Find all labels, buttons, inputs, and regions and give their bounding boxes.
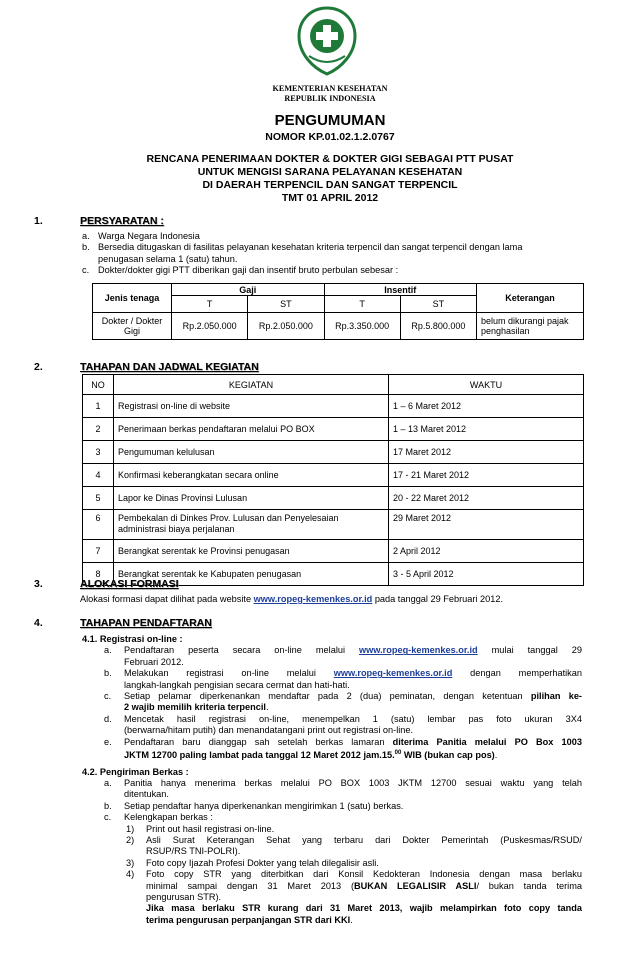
cell-no: 7: [83, 540, 114, 563]
list-item: e. Pendaftaran baru dianggap sah setelah berkas lamaran diterima Panitia melalui PO Box 1003 JKTM 12700 paling lambat pada tanggal 12 Maret 2012 jam.15.00 WIB (bukan cap pos).: [104, 736, 582, 761]
heading-line: UNTUK MENGISI SARANA PELAYANAN KESEHATAN: [197, 166, 463, 178]
cell-keterangan: belum dikurangi pajak penghasilan: [477, 313, 584, 340]
table-row: [83, 540, 584, 563]
header-st: ST: [400, 296, 476, 313]
header-t: T: [324, 296, 400, 313]
list-item: 2) Asli Surat Keterangan Sehat yang terbaru dari Dokter Pemerintah (Puskesmas/RSUD/ RSUP/RS TNI-POLRI).: [126, 834, 582, 857]
section-4-title: TAHAPAN PENDAFTARAN: [80, 617, 212, 629]
list-item: b. Melakukan registrasi on-line melalui www.ropeg-kemenkes.or.id dengan memperhatikan langkah-langkah pengisian secara cermat dan hati-hati.: [104, 668, 582, 690]
cell-waktu: 20 - 22 Maret 2012: [389, 487, 584, 510]
ministry-logo: [295, 6, 359, 76]
header-insentif: Insentif: [324, 284, 477, 296]
table-row: [83, 395, 584, 418]
header-st: ST: [248, 296, 324, 313]
heading-line: RENCANA PENERIMAAN DOKTER & DOKTER GIGI SEBAGAI PTT PUSAT: [146, 153, 514, 165]
page-title: PENGUMUMAN: [274, 112, 386, 129]
cell-waktu: 1 – 6 Maret 2012: [389, 395, 584, 418]
list-item: 3) Foto copy Ijazah Profesi Dokter yang telah dilegalisir asli.: [126, 857, 379, 868]
table-row: [83, 418, 584, 441]
section-3-text: Alokasi formasi dapat dilihat pada website www.ropeg-kemenkes.or.id pada tanggal 29 Februari 2012.: [80, 594, 504, 604]
schedule-table: [82, 374, 584, 586]
header-gaji: Gaji: [172, 284, 325, 296]
salary-table: [92, 283, 584, 340]
table-row: [83, 510, 584, 540]
cell-kegiatan: Konfirmasi keberangkatan secara online: [114, 464, 389, 487]
section-1-list: [82, 231, 602, 277]
section-4-content: [82, 634, 582, 926]
section-3-number: 3.: [34, 578, 43, 590]
table-row: [83, 487, 584, 510]
cell-kegiatan: Lapor ke Dinas Provinsi Lulusan: [114, 487, 389, 510]
cell-waktu: 17 - 21 Maret 2012: [389, 464, 584, 487]
cell-gaji-t: Rp.2.050.000: [172, 313, 248, 340]
cell-gaji-st: Rp.2.050.000: [248, 313, 324, 340]
cell-insentif-st: Rp.5.800.000: [400, 313, 476, 340]
website-link[interactable]: www.ropeg-kemenkes.or.id: [333, 668, 453, 679]
section-4-number: 4.: [34, 617, 43, 629]
table-row: [83, 464, 584, 487]
ministry-line1: KEMENTERIAN KESEHATAN: [272, 84, 388, 93]
cell-no: 4: [83, 464, 114, 487]
cell-waktu: 2 April 2012: [389, 540, 584, 563]
ministry-name: [200, 84, 460, 104]
cell-insentif-t: Rp.3.350.000: [324, 313, 400, 340]
heading-line: DI DAERAH TERPENCIL DAN SANGAT TERPENCIL: [202, 179, 458, 191]
cell-kegiatan: Pembekalan di Dinkes Prov. Lulusan dan Penyelesaian administrasi biaya perjalanan: [114, 510, 389, 540]
header-t: T: [172, 296, 248, 313]
cell-kegiatan: Pengumuman kelulusan: [114, 441, 389, 464]
header-keterangan: Keterangan: [477, 284, 584, 313]
document-number: NOMOR KP.01.02.1.2.0767: [265, 131, 395, 143]
list-item: d. Mencetak hasil registrasi on-line, menempelkan 1 (satu) lembar pas foto ukuran 3X4 (berwarna/hitam putih) dan menandatangani print out registrasi on-line.: [104, 713, 582, 736]
cell-kegiatan: Penerimaan berkas pendaftaran melalui PO BOX: [114, 418, 389, 441]
cell-waktu: 3 - 5 April 2012: [389, 563, 584, 586]
section-1-title: PERSYARATAN :: [80, 215, 164, 227]
cell-waktu: 29 Maret 2012: [389, 510, 584, 540]
header-no: NO: [83, 375, 114, 395]
list-item: 4) Foto copy STR yang diterbitkan dari Konsil Kedokteran Indonesia dengan masa berlaku minimal sampai dengan 31 Maret 2013 (BUKAN LEGALISIR ASLI/ bukan tanda terima pengurusan STR). Jika masa berlaku STR kurang dari 31 Maret 2013, wajib melampirkan foto copy tanda terima pengurusan perpanjangan STR dari KKI.: [126, 869, 582, 925]
header-kegiatan: KEGIATAN: [114, 375, 389, 395]
list-item: a. Warga Negara Indonesia: [82, 231, 200, 241]
subsection-4-2-title: 4.2. Pengiriman Berkas :: [82, 766, 189, 777]
section-3-title: ALOKASI FORMASI: [80, 578, 179, 590]
table-row: [83, 441, 584, 464]
cell-waktu: 17 Maret 2012: [389, 441, 584, 464]
list-item: c. Kelengkapan berkas :: [104, 812, 213, 823]
list-item: penugasan selama 1 (satu) tahun.: [98, 253, 238, 264]
list-item: 1) Print out hasil registrasi on-line.: [126, 823, 275, 834]
header-jenis: Jenis tenaga: [93, 284, 172, 313]
cell-no: 8: [83, 563, 114, 586]
subsection-4-1-title: 4.1. Registrasi on-line :: [82, 634, 183, 644]
cell-no: 3: [83, 441, 114, 464]
list-item: b. Bersedia ditugaskan di fasilitas pelayanan kesehatan kriteria terpencil dan sangat terpencil dengan lama: [82, 242, 523, 253]
ministry-line2: REPUBLIK INDONESIA: [284, 94, 376, 103]
cell-no: 1: [83, 395, 114, 418]
header-waktu: WAKTU: [389, 375, 584, 395]
list-item: c. Setiap pelamar diperkenankan mendaftar pada 2 (dua) peminatan, dengan ketentuan pilihan ke- 2 wajib memilih kriteria terpencil.: [104, 691, 582, 713]
website-link[interactable]: www.ropeg-kemenkes.or.id: [359, 645, 478, 656]
cell-no: 2: [83, 418, 114, 441]
section-2-number: 2.: [34, 361, 43, 373]
section-1-number: 1.: [34, 215, 43, 227]
list-item: a. Panitia hanya menerima berkas melalui PO BOX 1003 JKTM 12700 sesuai waktu yang telah ditentukan.: [104, 777, 582, 800]
cell-waktu: 1 – 13 Maret 2012: [389, 418, 584, 441]
cell-kegiatan: Berangkat serentak ke Provinsi penugasan: [114, 540, 389, 563]
cell-no: 6: [83, 510, 114, 540]
cell-kegiatan: Registrasi on-line di website: [114, 395, 389, 418]
cell-no: 5: [83, 487, 114, 510]
list-item: a. Pendaftaran peserta secara on-line melalui www.ropeg-kemenkes.or.id mulai tanggal 29 Februari 2012.: [104, 645, 582, 667]
heading-line: TMT 01 APRIL 2012: [281, 192, 379, 204]
website-link[interactable]: www.ropeg-kemenkes.or.id: [253, 594, 373, 604]
section-2-title: TAHAPAN DAN JADWAL KEGIATAN: [80, 361, 259, 373]
announcement-heading: [60, 153, 600, 205]
table-row: [93, 313, 584, 340]
list-item: c. Dokter/dokter gigi PTT diberikan gaji dan insentif bruto perbulan sebesar :: [82, 265, 399, 276]
cell-kegiatan: Berangkat serentak ke Kabupaten penugasan: [114, 563, 389, 586]
cell-jenis: Dokter / Dokter Gigi: [93, 313, 172, 340]
list-item: b. Setiap pendaftar hanya diperkenankan mengirimkan 1 (satu) berkas.: [104, 800, 404, 811]
